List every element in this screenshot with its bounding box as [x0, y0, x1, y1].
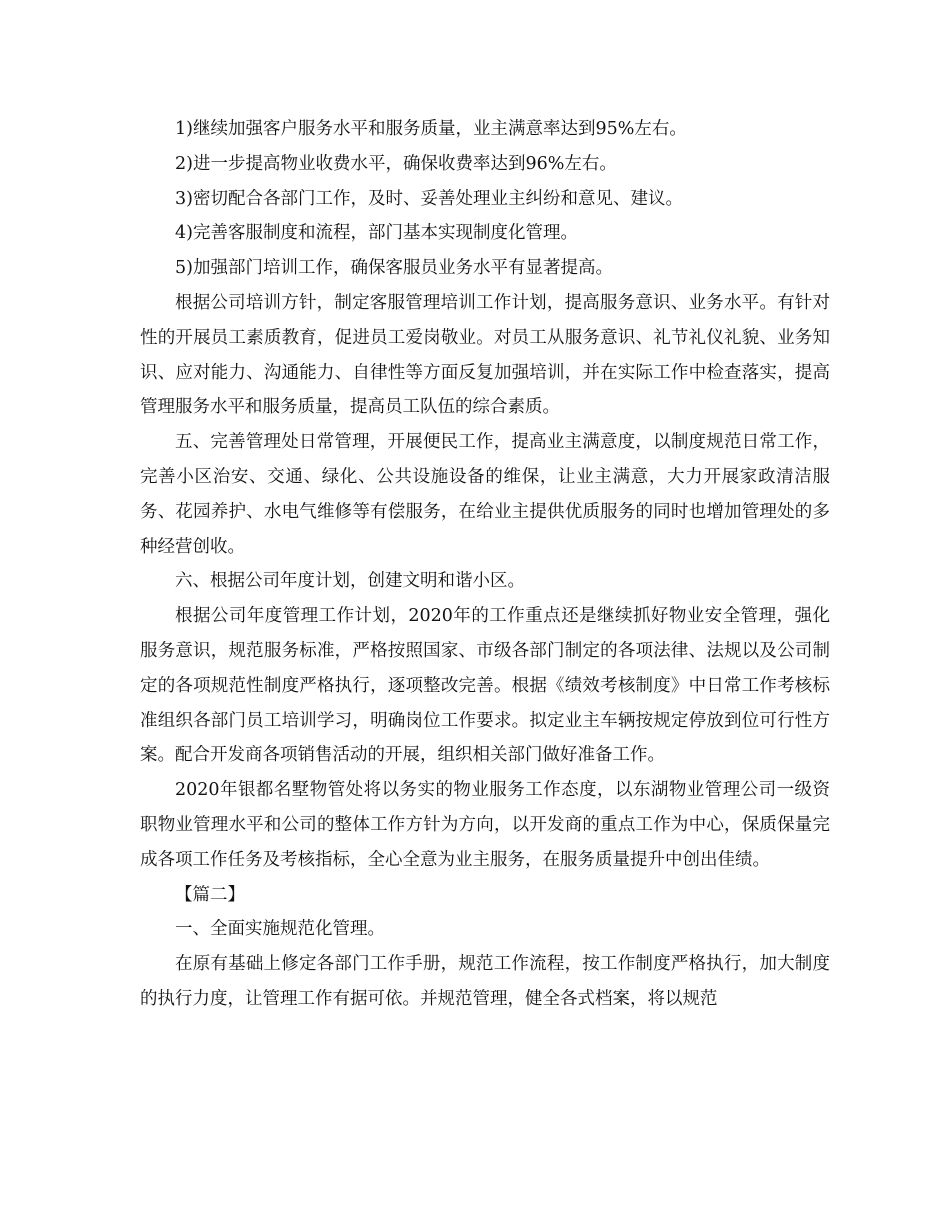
goal-item-5: 5)加强部门培训工作，确保客服员业务水平有显著提高。: [175, 258, 613, 279]
annual-plan-paragraph: 根据公司年度管理工作计划，2020年的工作重点还是继续抓好物业安全管理，强化服务意识，规范服务标准，严格按照国家、市级各部门制定的各项法律、法规以及公司制定的各项规范性制度严格执行，逐项整改完善。根据《绩效考核制度》中日常工作考核标准组织各部门员工培训学习，明确岗位工作要求。拟定业主车辆按规定停放到位可行性方案。配合开发商各项销售活动的开展，组织相关部门做好准备工作。: [140, 606, 830, 766]
goal-item-3: 3)密切配合各部门工作，及时、妥善处理业主纠纷和意见、建议。: [175, 188, 683, 209]
goal-item-1: 1)继续加强客户服务水平和服务质量，业主满意率达到95%左右。: [175, 119, 687, 139]
part-2-section-1-heading: 一、全面实施规范化管理。: [175, 919, 385, 940]
goal-item-4: 4)完善客服制度和流程，部门基本实现制度化管理。: [175, 223, 578, 244]
section-6-heading: 六、根据公司年度计划，创建文明和谐小区。: [175, 571, 525, 592]
document-body: [140, 112, 830, 1017]
goal-item-2: 2)进一步提高物业收费水平，确保收费率达到96%左右。: [175, 153, 617, 174]
training-paragraph: 根据公司培训方针，制定客服管理培训工作计划，提高服务意识、业务水平。有针对性的开展员工素质教育，促进员工爱岗敬业。对员工从服务意识、礼节礼仪礼貌、业务知识、应对能力、沟通能力、自律性等方面反复加强培训，并在实际工作中检查落实，提高管理服务水平和服务质量，提高员工队伍的综合素质。: [140, 292, 830, 418]
part-2-heading: 【篇二】: [175, 884, 245, 905]
section-5-paragraph: 五、完善管理处日常管理，开展便民工作，提高业主满意度，以制度规范日常工作，完善小区治安、交通、绿化、公共设施设备的维保，让业主满意，大力开展家政清洁服务、花园养护、水电气维修等有偿服务，在给业主提供优质服务的同时也增加管理处的多种经营创收。: [140, 432, 830, 557]
part-2-body-paragraph: 在原有基础上修定各部门工作手册，规范工作流程，按工作制度严格执行，加大制度的执行力度，让管理工作有据可依。并规范管理，健全各式档案，将以规范: [140, 954, 830, 1009]
summary-paragraph: 2020年银都名墅物管处将以务实的物业服务工作态度，以东湖物业管理公司一级资职物业管理水平和公司的整体工作方针为方向，以开发商的重点工作为中心，保质保量完成各项工作任务及考核指标，全心全意为业主服务，在服务质量提升中创出佳绩。: [140, 780, 830, 870]
